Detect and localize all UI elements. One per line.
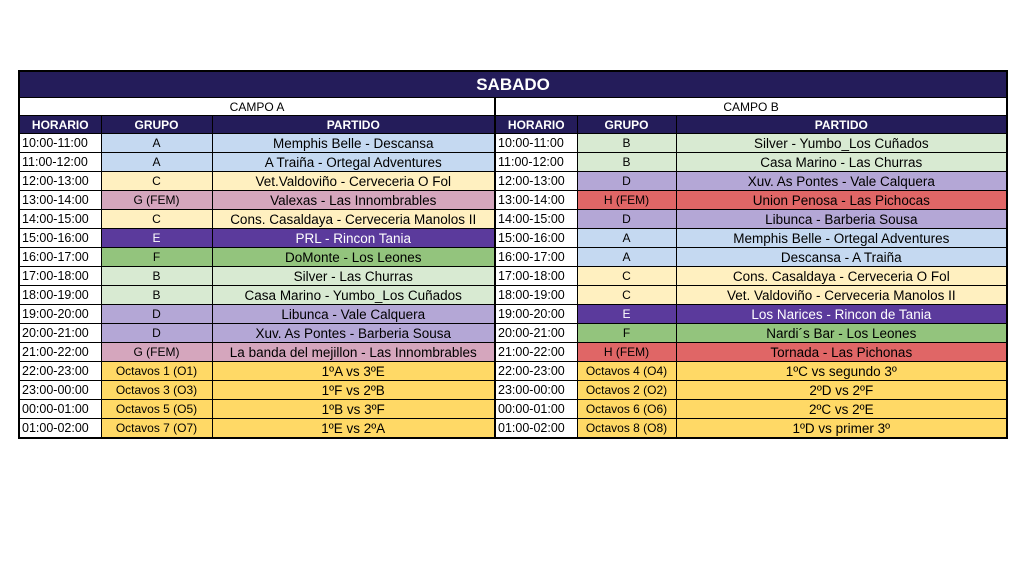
table-row <box>19 210 1007 229</box>
partido-cell-a: A Traiña - Ortegal Adventures <box>212 153 495 172</box>
partido-cell-b: Vet. Valdoviño - Cerveceria Manolos II <box>676 286 1007 305</box>
grupo-cell-a: E <box>101 229 212 248</box>
horario-cell-b: 01:00-02:00 <box>495 419 577 439</box>
partido-cell-b: 1ºC vs segundo 3º <box>676 362 1007 381</box>
table-row <box>19 381 1007 400</box>
grupo-cell-a: F <box>101 248 212 267</box>
horario-cell-a: 22:00-23:00 <box>19 362 101 381</box>
horario-cell-b: 21:00-22:00 <box>495 343 577 362</box>
horario-cell-a: 19:00-20:00 <box>19 305 101 324</box>
horario-cell-b: 14:00-15:00 <box>495 210 577 229</box>
grupo-cell-a: B <box>101 267 212 286</box>
schedule-table <box>18 70 1008 439</box>
horario-cell-b: 15:00-16:00 <box>495 229 577 248</box>
horario-cell-b: 22:00-23:00 <box>495 362 577 381</box>
partido-cell-a: Libunca - Vale Calquera <box>212 305 495 324</box>
partido-cell-a: Valexas - Las Innombrables <box>212 191 495 210</box>
grupo-cell-b: Octavos 8 (O8) <box>577 419 676 439</box>
horario-cell-b: 18:00-19:00 <box>495 286 577 305</box>
horario-cell-b: 19:00-20:00 <box>495 305 577 324</box>
grupo-cell-a: A <box>101 134 212 153</box>
grupo-cell-b: Octavos 4 (O4) <box>577 362 676 381</box>
horario-cell-a: 01:00-02:00 <box>19 419 101 439</box>
partido-cell-b: Cons. Casaldaya - Cerveceria O Fol <box>676 267 1007 286</box>
partido-cell-b: Memphis Belle - Ortegal Adventures <box>676 229 1007 248</box>
partido-cell-a: Vet.Valdoviño - Cerveceria O Fol <box>212 172 495 191</box>
grupo-cell-b: H (FEM) <box>577 191 676 210</box>
partido-cell-a: 1ºE vs 2ºA <box>212 419 495 439</box>
partido-cell-a: 1ºB vs 3ºF <box>212 400 495 419</box>
horario-cell-b: 10:00-11:00 <box>495 134 577 153</box>
partido-cell-b: Xuv. As Pontes - Vale Calquera <box>676 172 1007 191</box>
grupo-cell-a: Octavos 3 (O3) <box>101 381 212 400</box>
partido-cell-b: Descansa - A Traiña <box>676 248 1007 267</box>
header-grupo-b: GRUPO <box>577 116 676 134</box>
grupo-cell-b: D <box>577 210 676 229</box>
horario-cell-a: 16:00-17:00 <box>19 248 101 267</box>
partido-cell-b: Libunca - Barberia Sousa <box>676 210 1007 229</box>
horario-cell-a: 12:00-13:00 <box>19 172 101 191</box>
header-horario-b: HORARIO <box>495 116 577 134</box>
grupo-cell-a: D <box>101 305 212 324</box>
table-row <box>19 286 1007 305</box>
horario-cell-b: 16:00-17:00 <box>495 248 577 267</box>
header-partido-a: PARTIDO <box>212 116 495 134</box>
partido-cell-b: 2ºD vs 2ºF <box>676 381 1007 400</box>
grupo-cell-b: B <box>577 153 676 172</box>
partido-cell-b: Union Penosa - Las Pichocas <box>676 191 1007 210</box>
table-row <box>19 267 1007 286</box>
partido-cell-b: Nardi´s Bar - Los Leones <box>676 324 1007 343</box>
partido-cell-a: Memphis Belle - Descansa <box>212 134 495 153</box>
grupo-cell-a: G (FEM) <box>101 343 212 362</box>
partido-cell-a: La banda del mejillon - Las Innombrables <box>212 343 495 362</box>
grupo-cell-b: D <box>577 172 676 191</box>
horario-cell-a: 15:00-16:00 <box>19 229 101 248</box>
horario-cell-b: 17:00-18:00 <box>495 267 577 286</box>
grupo-cell-a: C <box>101 210 212 229</box>
header-partido-b: PARTIDO <box>676 116 1007 134</box>
grupo-cell-a: D <box>101 324 212 343</box>
grupo-cell-a: G (FEM) <box>101 191 212 210</box>
partido-cell-b: Tornada - Las Pichonas <box>676 343 1007 362</box>
grupo-cell-a: C <box>101 172 212 191</box>
horario-cell-a: 20:00-21:00 <box>19 324 101 343</box>
table-row <box>19 419 1007 439</box>
partido-cell-a: 1ºA vs 3ºE <box>212 362 495 381</box>
horario-cell-a: 14:00-15:00 <box>19 210 101 229</box>
campo-a-label: CAMPO A <box>19 98 495 116</box>
horario-cell-a: 13:00-14:00 <box>19 191 101 210</box>
grupo-cell-b: E <box>577 305 676 324</box>
horario-cell-b: 11:00-12:00 <box>495 153 577 172</box>
grupo-cell-b: A <box>577 229 676 248</box>
horario-cell-a: 17:00-18:00 <box>19 267 101 286</box>
title-row <box>19 71 1007 98</box>
grupo-cell-b: C <box>577 267 676 286</box>
grupo-cell-b: A <box>577 248 676 267</box>
grupo-cell-b: H (FEM) <box>577 343 676 362</box>
grupo-cell-b: C <box>577 286 676 305</box>
partido-cell-b: 2ºC vs 2ºE <box>676 400 1007 419</box>
campo-b-label: CAMPO B <box>495 98 1007 116</box>
table-row <box>19 400 1007 419</box>
table-row <box>19 362 1007 381</box>
partido-cell-a: Silver - Las Churras <box>212 267 495 286</box>
partido-cell-a: Casa Marino - Yumbo_Los Cuñados <box>212 286 495 305</box>
day-title: SABADO <box>19 71 1007 98</box>
horario-cell-b: 13:00-14:00 <box>495 191 577 210</box>
partido-cell-a: PRL - Rincon Tania <box>212 229 495 248</box>
horario-cell-b: 12:00-13:00 <box>495 172 577 191</box>
horario-cell-a: 00:00-01:00 <box>19 400 101 419</box>
partido-cell-b: Casa Marino - Las Churras <box>676 153 1007 172</box>
table-row <box>19 229 1007 248</box>
grupo-cell-a: B <box>101 286 212 305</box>
schedule-body <box>19 71 1007 438</box>
table-row <box>19 172 1007 191</box>
partido-cell-b: 1ºD vs primer 3º <box>676 419 1007 439</box>
grupo-cell-a: A <box>101 153 212 172</box>
partido-cell-a: Cons. Casaldaya - Cerveceria Manolos II <box>212 210 495 229</box>
grupo-cell-a: Octavos 7 (O7) <box>101 419 212 439</box>
field-row <box>19 98 1007 116</box>
partido-cell-a: Xuv. As Pontes - Barberia Sousa <box>212 324 495 343</box>
horario-cell-b: 20:00-21:00 <box>495 324 577 343</box>
grupo-cell-b: F <box>577 324 676 343</box>
grupo-cell-b: B <box>577 134 676 153</box>
table-row <box>19 248 1007 267</box>
table-row <box>19 134 1007 153</box>
grupo-cell-a: Octavos 5 (O5) <box>101 400 212 419</box>
grupo-cell-b: Octavos 6 (O6) <box>577 400 676 419</box>
horario-cell-b: 00:00-01:00 <box>495 400 577 419</box>
partido-cell-b: Los Narices - Rincon de Tania <box>676 305 1007 324</box>
header-horario-a: HORARIO <box>19 116 101 134</box>
table-row <box>19 191 1007 210</box>
partido-cell-b: Silver - Yumbo_Los Cuñados <box>676 134 1007 153</box>
table-row <box>19 305 1007 324</box>
horario-cell-b: 23:00-00:00 <box>495 381 577 400</box>
horario-cell-a: 11:00-12:00 <box>19 153 101 172</box>
horario-cell-a: 23:00-00:00 <box>19 381 101 400</box>
horario-cell-a: 21:00-22:00 <box>19 343 101 362</box>
partido-cell-a: DoMonte - Los Leones <box>212 248 495 267</box>
grupo-cell-a: Octavos 1 (O1) <box>101 362 212 381</box>
partido-cell-a: 1ºF vs 2ºB <box>212 381 495 400</box>
table-row <box>19 343 1007 362</box>
horario-cell-a: 18:00-19:00 <box>19 286 101 305</box>
table-row <box>19 324 1007 343</box>
table-row <box>19 153 1007 172</box>
header-row <box>19 116 1007 134</box>
grupo-cell-b: Octavos 2 (O2) <box>577 381 676 400</box>
horario-cell-a: 10:00-11:00 <box>19 134 101 153</box>
header-grupo-a: GRUPO <box>101 116 212 134</box>
